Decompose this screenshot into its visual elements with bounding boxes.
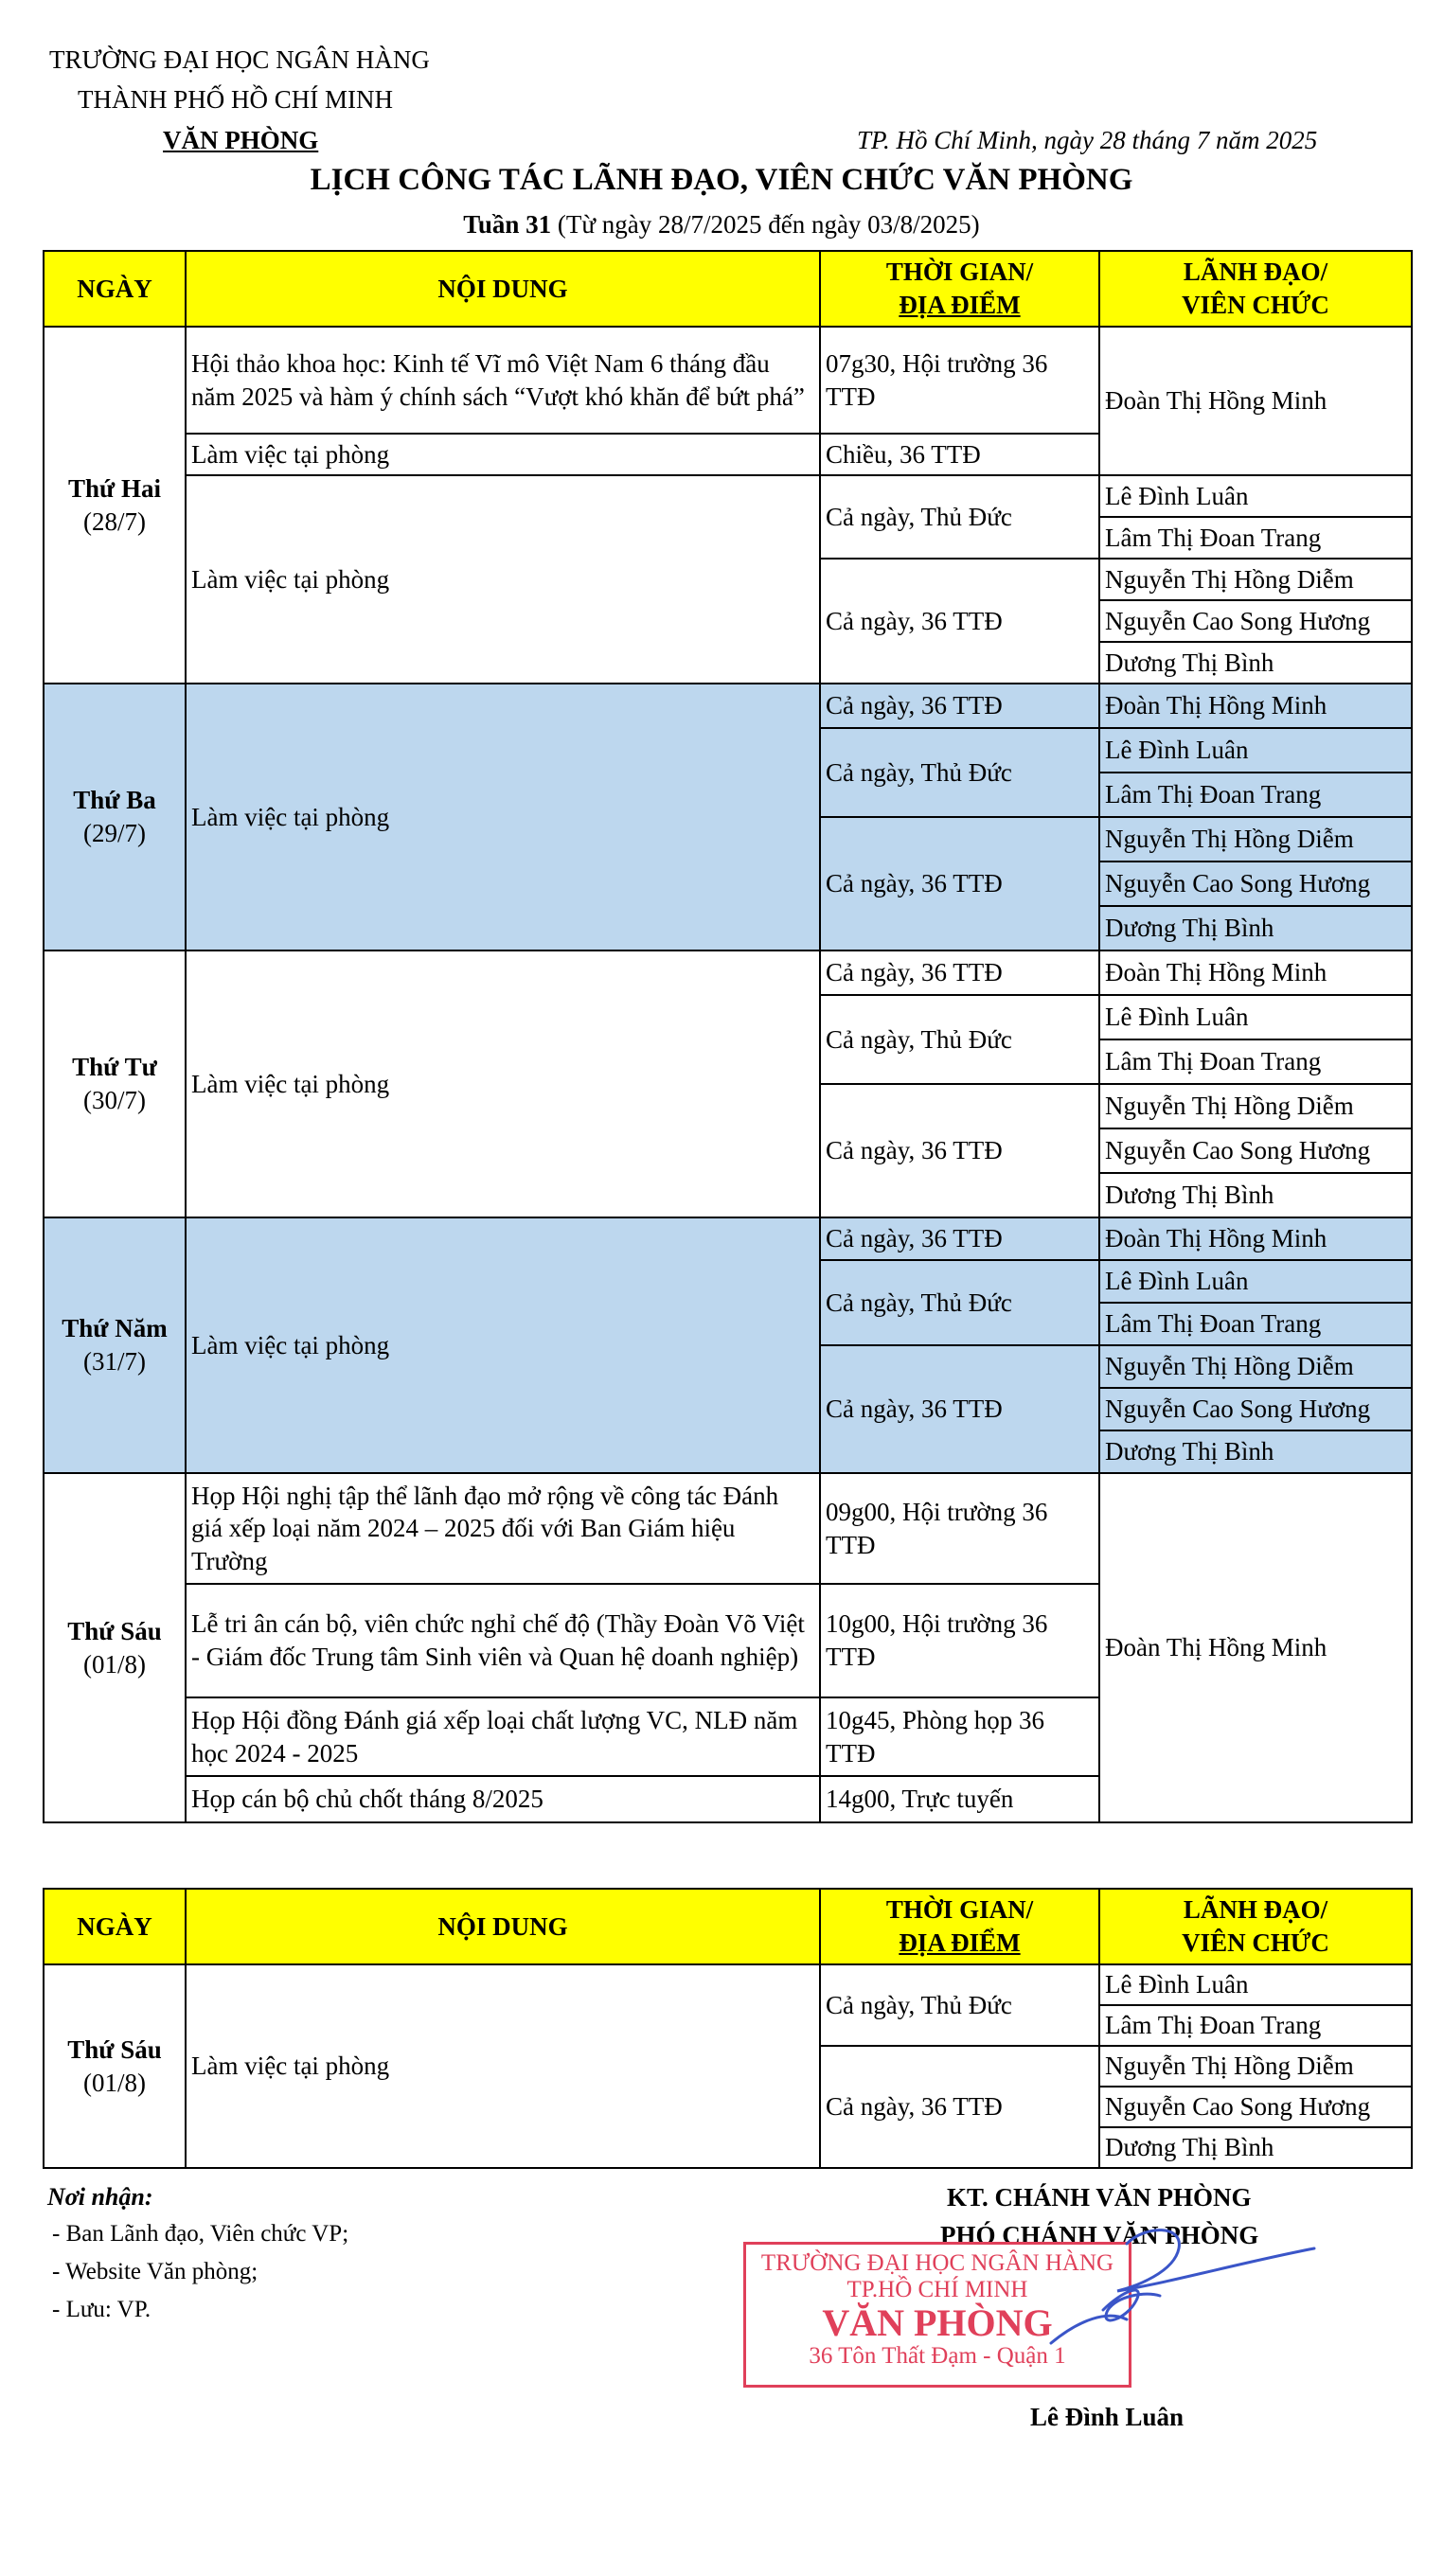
staff-cell: Lâm Thị Đoan Trang (1099, 1303, 1412, 1345)
table-header-row (44, 1889, 1412, 1964)
col-content-header: NỘI DUNG (186, 1889, 820, 1964)
time-cell: Cả ngày, 36 TTĐ (820, 1345, 1099, 1473)
day-name: Thứ Tư (72, 1053, 157, 1082)
time-cell: 07g30, Hội trường 36 TTĐ (820, 327, 1099, 434)
staff-cell: Lê Đình Luân (1099, 995, 1412, 1039)
col-day-header: NGÀY (44, 1889, 186, 1964)
staff-cell: Lâm Thị Đoan Trang (1099, 517, 1412, 559)
day-date: (28/7) (83, 506, 146, 536)
content-cell: Làm việc tại phòng (186, 1964, 820, 2168)
time-cell: Cả ngày, 36 TTĐ (820, 950, 1099, 995)
content-cell: Làm việc tại phòng (186, 1217, 820, 1473)
stamp-line2: TP.HỒ CHÍ MINH (846, 2277, 1028, 2302)
col-staff-line2: VIÊN CHỨC (1182, 291, 1329, 319)
signature-scribble (956, 2206, 1326, 2386)
table-row (44, 684, 1412, 728)
time-cell: Cả ngày, Thủ Đức (820, 1964, 1099, 2046)
staff-cell: Dương Thị Bình (1099, 1430, 1412, 1473)
staff-cell: Đoàn Thị Hồng Minh (1099, 950, 1412, 995)
recipient-item: - Ban Lãnh đạo, Viên chức VP; (52, 2221, 349, 2247)
content-cell: Làm việc tại phòng (186, 684, 820, 950)
staff-cell: Nguyễn Cao Song Hương (1099, 862, 1412, 906)
content-cell: Hội thảo khoa học: Kinh tế Vĩ mô Việt Nam 6 tháng đầu năm 2025 và hàm ý chính sách “Vượt khó khăn để bứt phá” (186, 327, 820, 434)
time-cell: Cả ngày, 36 TTĐ (820, 684, 1099, 728)
content-cell: Họp cán bộ chủ chốt tháng 8/2025 (186, 1776, 820, 1822)
schedule-table-continued (43, 1888, 1413, 2169)
col-time-header (820, 251, 1099, 327)
day-date: (31/7) (83, 1347, 146, 1376)
day-cell-tuesday (44, 684, 186, 950)
staff-cell: Nguyễn Thị Hồng Diễm (1099, 1084, 1412, 1128)
table-row (44, 1217, 1412, 1260)
week-label: Tuần 31 (463, 210, 552, 239)
content-cell: Làm việc tại phòng (186, 475, 820, 684)
staff-cell: Nguyễn Cao Song Hương (1099, 1388, 1412, 1430)
staff-cell: Lâm Thị Đoan Trang (1099, 2005, 1412, 2046)
day-name: Thứ Hai (68, 473, 161, 503)
staff-cell: Lâm Thị Đoan Trang (1099, 773, 1412, 817)
staff-cell: Đoàn Thị Hồng Minh (1099, 1473, 1412, 1822)
time-cell: Cả ngày, 36 TTĐ (820, 2046, 1099, 2168)
table-row (44, 1964, 1412, 2005)
col-time-line2: ĐỊA ĐIỂM (899, 291, 1021, 319)
table-row (44, 1473, 1412, 1584)
time-cell: Cả ngày, Thủ Đức (820, 1260, 1099, 1345)
content-cell: Làm việc tại phòng (186, 434, 820, 475)
table-row (44, 327, 1412, 434)
staff-cell: Nguyễn Thị Hồng Diễm (1099, 559, 1412, 600)
staff-cell: Đoàn Thị Hồng Minh (1099, 684, 1412, 728)
sign-title-line1: KT. CHÁNH VĂN PHÒNG (947, 2183, 1252, 2212)
staff-cell: Dương Thị Bình (1099, 642, 1412, 684)
staff-cell: Lê Đình Luân (1099, 1964, 1412, 2005)
time-cell: Cả ngày, 36 TTĐ (820, 1084, 1099, 1217)
col-content-header: NỘI DUNG (186, 251, 820, 327)
day-name: Thứ Sáu (67, 2034, 162, 2064)
staff-cell: Lâm Thị Đoan Trang (1099, 1039, 1412, 1084)
time-cell: 10g00, Hội trường 36 TTĐ (820, 1584, 1099, 1697)
staff-cell: Nguyễn Thị Hồng Diễm (1099, 817, 1412, 862)
day-date: (01/8) (83, 1649, 146, 1679)
day-name: Thứ Năm (62, 1314, 168, 1343)
staff-cell: Nguyễn Thị Hồng Diễm (1099, 1345, 1412, 1388)
sign-title-line2: PHÓ CHÁNH VĂN PHÒNG (940, 2221, 1259, 2249)
content-cell: Họp Hội nghị tập thể lãnh đạo mở rộng về công tác Đánh giá xếp loại năm 2024 – 2025 đối với Ban Giám hiệu Trường (186, 1473, 820, 1584)
staff-cell: Dương Thị Bình (1099, 1173, 1412, 1217)
staff-cell: Dương Thị Bình (1099, 2127, 1412, 2168)
col-time-header (820, 1889, 1099, 1964)
table-header-row (44, 251, 1412, 327)
day-cell-wednesday (44, 950, 186, 1217)
dept-name: VĂN PHÒNG (163, 126, 319, 154)
day-date: (30/7) (83, 1086, 146, 1114)
col-time-line1: THỜI GIAN/ (885, 1895, 1034, 1925)
stamp-line3: VĂN PHÒNG (822, 2301, 1053, 2344)
staff-cell: Lê Đình Luân (1099, 728, 1412, 773)
week-range: (Từ ngày 28/7/2025 đến ngày 03/8/2025) (557, 210, 980, 239)
col-staff-header (1099, 1889, 1412, 1964)
table-row (44, 475, 1412, 517)
recipient-item: - Website Văn phòng; (52, 2259, 258, 2284)
staff-cell: Đoàn Thị Hồng Minh (1099, 1217, 1412, 1260)
staff-cell: Nguyễn Thị Hồng Diễm (1099, 2046, 1412, 2087)
stamp-line1: TRƯỜNG ĐẠI HỌC NGÂN HÀNG (760, 2250, 1114, 2276)
content-cell: Làm việc tại phòng (186, 950, 820, 1217)
table-row (44, 950, 1412, 995)
time-cell: Cả ngày, 36 TTĐ (820, 559, 1099, 684)
col-time-line2: ĐỊA ĐIỂM (899, 1928, 1021, 1957)
day-name: Thứ Ba (73, 786, 156, 815)
col-day-header: NGÀY (44, 251, 186, 327)
time-cell: Cả ngày, Thủ Đức (820, 995, 1099, 1084)
recipients-title: Nơi nhận: (47, 2183, 153, 2211)
recipient-item: - Lưu: VP. (52, 2297, 151, 2322)
staff-cell: Nguyễn Cao Song Hương (1099, 1128, 1412, 1173)
day-cell-thursday (44, 1217, 186, 1473)
day-cell-friday (44, 1473, 186, 1822)
time-cell: Chiều, 36 TTĐ (820, 434, 1099, 475)
col-staff-line1: LÃNH ĐẠO/ (1183, 1895, 1328, 1925)
day-date: (29/7) (83, 819, 146, 847)
day-cell-friday (44, 1964, 186, 2168)
schedule-table (43, 250, 1413, 1823)
time-cell: Cả ngày, Thủ Đức (820, 475, 1099, 559)
day-name: Thứ Sáu (67, 1616, 162, 1645)
time-cell: 09g00, Hội trường 36 TTĐ (820, 1473, 1099, 1584)
time-cell: Cả ngày, 36 TTĐ (820, 817, 1099, 950)
place-date: TP. Hồ Chí Minh, ngày 28 tháng 7 năm 2025 (857, 126, 1318, 154)
time-cell: Cả ngày, Thủ Đức (820, 728, 1099, 817)
staff-cell: Nguyễn Cao Song Hương (1099, 600, 1412, 642)
col-staff-line2: VIÊN CHỨC (1182, 1928, 1329, 1957)
org-name-line2: THÀNH PHỐ HỒ CHÍ MINH (78, 85, 393, 114)
day-cell-monday (44, 327, 186, 684)
staff-cell: Đoàn Thị Hồng Minh (1099, 327, 1412, 475)
time-cell: 14g00, Trực tuyến (820, 1776, 1099, 1822)
content-cell: Lễ tri ân cán bộ, viên chức nghỉ chế độ (Thầy Đoàn Võ Việt - Giám đốc Trung tâm Sinh viên và Quan hệ doanh nghiệp) (186, 1584, 820, 1697)
time-cell: 10g45, Phòng họp 36 TTĐ (820, 1697, 1099, 1776)
staff-cell: Dương Thị Bình (1099, 906, 1412, 950)
week-line (0, 210, 1443, 240)
stamp-line4: 36 Tôn Thất Đạm - Quận 1 (809, 2343, 1066, 2369)
staff-cell: Lê Đình Luân (1099, 475, 1412, 517)
day-date: (01/8) (83, 2068, 146, 2097)
signer-name: Lê Đình Luân (1030, 2403, 1185, 2431)
content-cell: Họp Hội đồng Đánh giá xếp loại chất lượng VC, NLĐ năm học 2024 - 2025 (186, 1697, 820, 1776)
col-staff-header (1099, 251, 1412, 327)
staff-cell: Lê Đình Luân (1099, 1260, 1412, 1303)
col-staff-line1: LÃNH ĐẠO/ (1183, 258, 1328, 287)
staff-cell: Nguyễn Cao Song Hương (1099, 2087, 1412, 2127)
col-time-line1: THỜI GIAN/ (885, 258, 1034, 287)
org-name-line1: TRƯỜNG ĐẠI HỌC NGÂN HÀNG (49, 45, 430, 74)
time-cell: Cả ngày, 36 TTĐ (820, 1217, 1099, 1260)
document-title: LỊCH CÔNG TÁC LÃNH ĐẠO, VIÊN CHỨC VĂN PHÒNG (310, 163, 1133, 197)
